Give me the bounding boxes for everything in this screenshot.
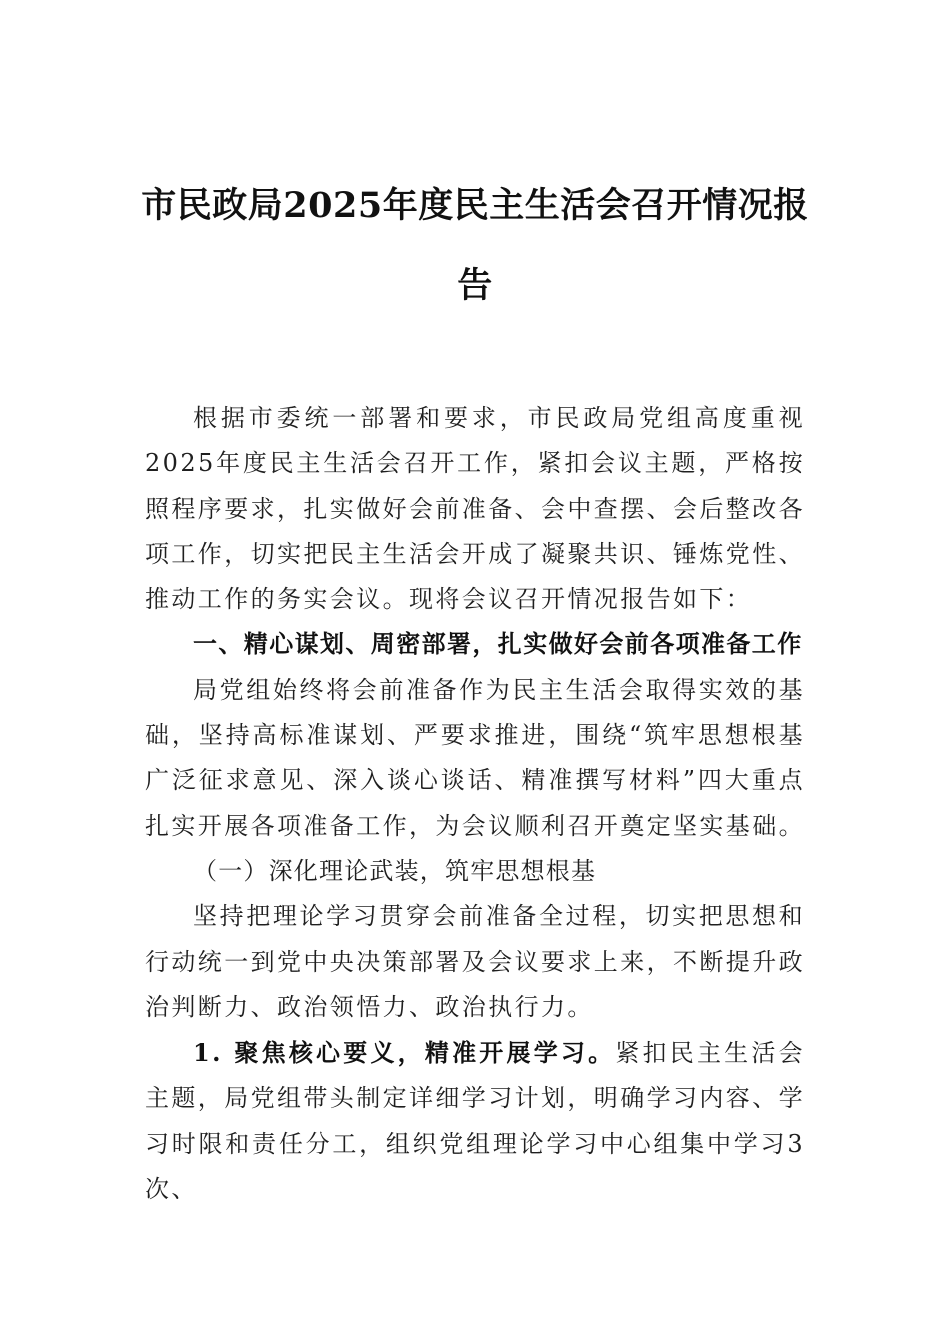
numbered-item-paragraph [145, 1030, 805, 1212]
section-paragraph: 局党组始终将会前准备作为民主生活会取得实效的基础，坚持高标准谋划、严要求推进，围绕“筑牢思想根基广泛征求意见、深入谈心谈话、精准撰写材料”四大重点扎实开展各项准备工作，为会议顺利召开奠定坚实基础。 [145, 675, 805, 840]
numbered-item-text: 紧扣民主生活会主题，局党组带头制定详细学习计划，明确学习内容、学习时限和责任分工，组织党组理论学习中心组集中学习3次、 [145, 1039, 805, 1204]
document-title: 市民政局2025年度民主生活会召开情况报告 [141, 185, 809, 306]
numbered-item-lead: 1. 聚焦核心要义，精准开展学习。 [193, 1038, 616, 1068]
intro-paragraph: 根据市委统一部署和要求，市民政局党组高度重视2025年度民主生活会召开工作，紧扣会议主题，严格按照程序要求，扎实做好会前准备、会中查摆、会后整改各项工作，切实把民主生活会开成了凝聚共识、锤炼党性、推动工作的务实会议。现将会议召开情况报告如下： [145, 404, 805, 614]
document-body [145, 396, 805, 1212]
section-heading: 一、精心谋划、周密部署，扎实做好会前各项准备工作 [193, 630, 803, 659]
subsection-heading: （一）深化理论武装，筑牢思想根基 [193, 856, 597, 885]
subsection-paragraph: 坚持把理论学习贯穿会前准备全过程，切实把思想和行动统一到党中央决策部署及会议要求上来，不断提升政治判断力、政治领悟力、政治执行力。 [145, 902, 805, 1021]
